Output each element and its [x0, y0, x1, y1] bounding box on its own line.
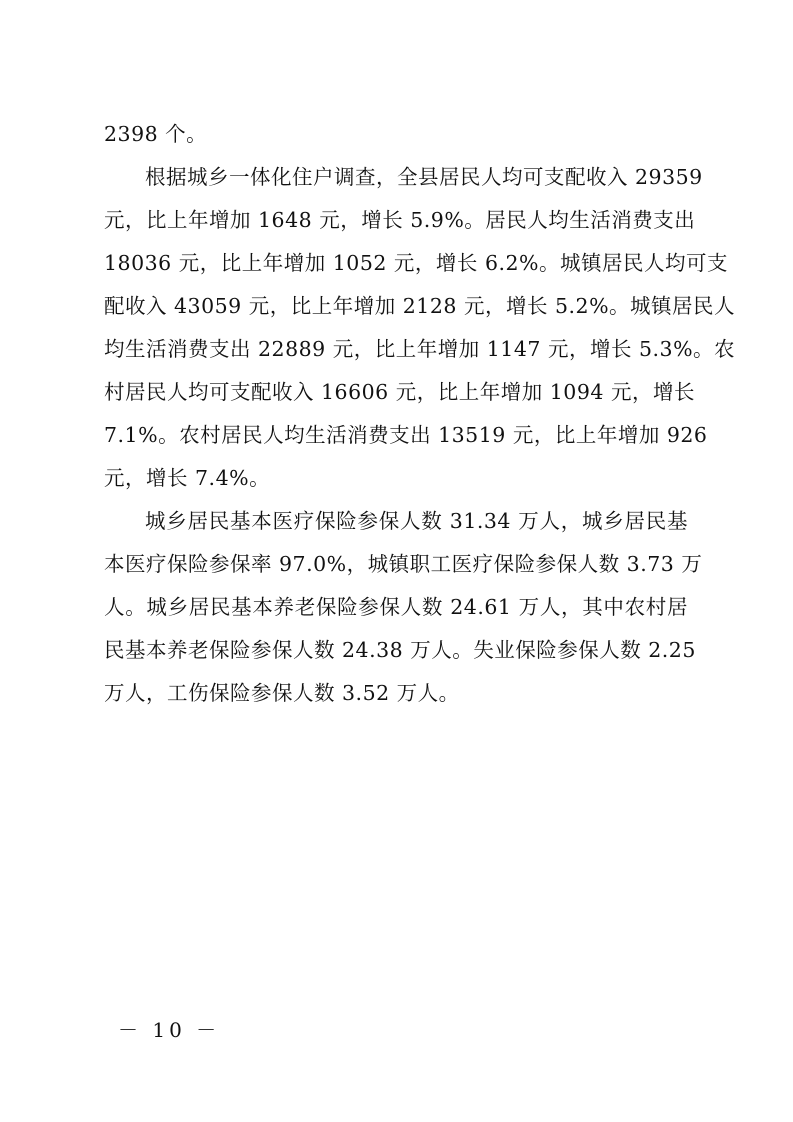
page-number: － 10 － [118, 1018, 221, 1042]
text-line-1: 2398 个。 [104, 122, 208, 146]
text-line-3: 元，比上年增加 1648 元，增长 5.9%。居民人均生活消费支出 [104, 208, 696, 232]
text-line-13: 民基本养老保险参保人数 24.38 万人。失业保险参保人数 2.25 [104, 638, 696, 662]
text-line-9: 元，增长 7.4%。 [104, 466, 271, 490]
text-line-6: 均生活消费支出 22889 元，比上年增加 1147 元，增长 5.3%。农 [104, 337, 736, 361]
text-line-8: 7.1%。农村居民人均生活消费支出 13519 元，比上年增加 926 [104, 423, 708, 447]
text-line-11: 本医疗保险参保率 97.0%，城镇职工医疗保险参保人数 3.73 万 [104, 552, 703, 576]
text-line-5: 配收入 43059 元，比上年增加 2128 元，增长 5.2%。城镇居民人 [104, 294, 736, 318]
text-line-2: 根据城乡一体化住户调查，全县居民人均可支配收入 29359 [145, 165, 703, 189]
text-line-7: 村居民人均可支配收入 16606 元，比上年增加 1094 元，增长 [104, 380, 695, 404]
text-line-10: 城乡居民基本医疗保险参保人数 31.34 万人，城乡居民基 [145, 509, 688, 533]
text-line-4: 18036 元，比上年增加 1052 元，增长 6.2%。城镇居民人均可支 [104, 251, 729, 275]
text-line-12: 人。城乡居民基本养老保险参保人数 24.61 万人，其中农村居 [104, 595, 688, 619]
text-line-14: 万人，工伤保险参保人数 3.52 万人。 [104, 681, 460, 705]
